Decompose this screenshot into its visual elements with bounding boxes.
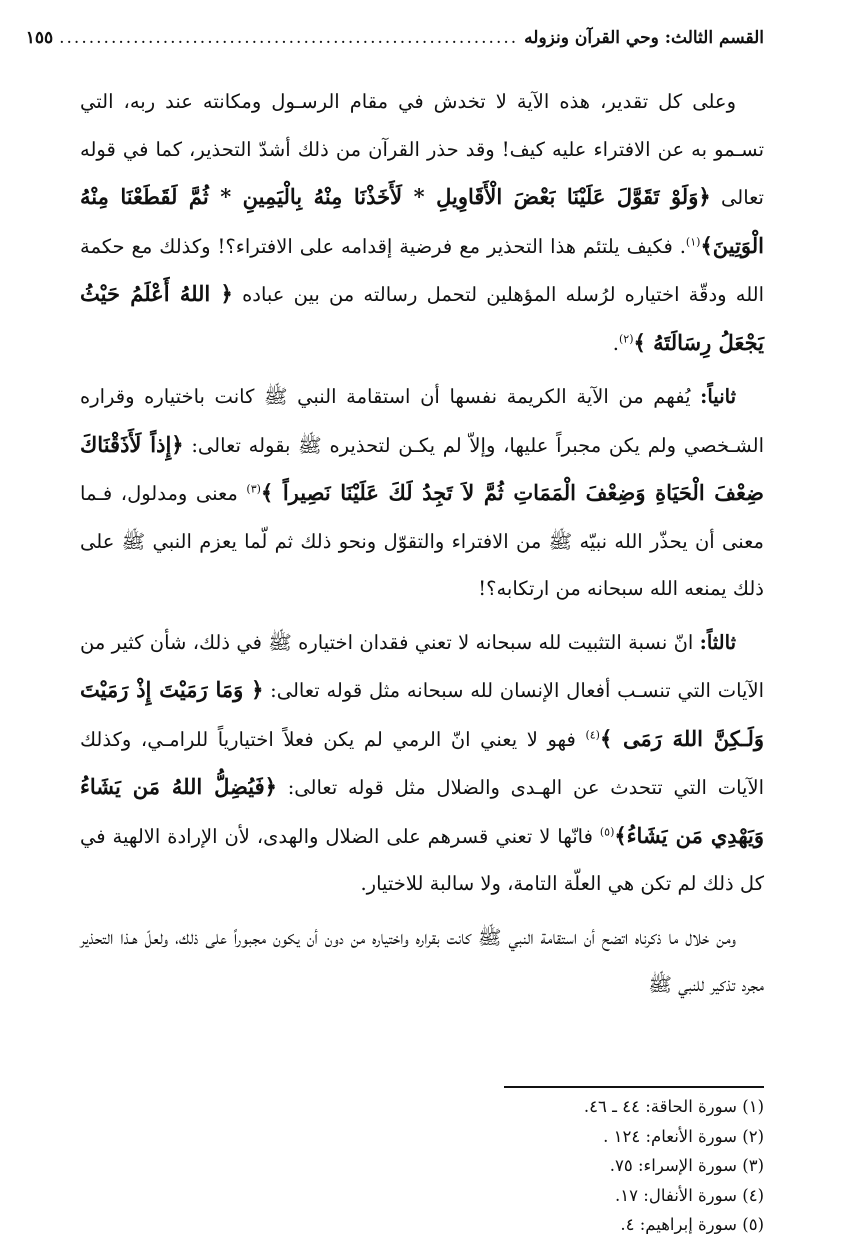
paragraph-1 (80, 78, 764, 367)
paragraph-text: معنى ومدلول، فـما معنى أن يحذّر الله نبيّه ﷺ من الافتراء والتقوّل ونحو ذلك ثم لّما يعزم النبي ﷺ على ذلك يمنعه الله سبحانه من ارتكابه؟! (80, 482, 764, 600)
paragraph-text: فانّها لا تعني قسرهم على الضلال والهدى، لأن الإرادة الالهية في كل ذلك لم تكن هي العلّة التامة، ولا سالبة للاختيار. (80, 824, 764, 895)
page-number: ١٥٥ (25, 28, 54, 48)
book-page (25, 28, 765, 1234)
paragraph-2 (80, 373, 764, 613)
header-dot-leader: .............................................................. (59, 28, 519, 48)
footnote-3: (٣) سورة الإسراء: ٧٥. (609, 1156, 764, 1175)
quran-verse: ﴿وَلَوْ تَقَوَّلَ عَلَيْنَا بَعْضَ الْأَقَاوِيلِ * لَأَخَذْنَا مِنْهُ بِالْيَمِينِ * ثُمَّ لَقَطَعْنَا مِنْهُ الْوَتِينَ﴾ (80, 184, 764, 258)
main-text (80, 78, 764, 1009)
footnote-ref-5[interactable]: (٥) (599, 825, 615, 838)
running-header-title: القسم الثالث: وحي القرآن ونزوله (524, 28, 764, 48)
footnotes (80, 1092, 764, 1240)
quran-verse: ﴿فَيُضِلُّ اللهُ مَن يَشَاءُ وَيَهْدِي مَن يَشَاءُ﴾ (80, 774, 764, 848)
paragraph-text: انّ نسبة التثبيت لله سبحانه لا تعني فقدان اختياره ﷺ في ذلك، شأن كثير من الآيات التي تنسـب أفعال الإنسان لله سبحانه مثل قوله تعالى: (80, 630, 764, 702)
footnote-ref-3[interactable]: (٣) (246, 482, 261, 496)
footnote-ref-2[interactable]: (٢) (618, 332, 634, 345)
paragraph-text: يُفهم من الآية الكريمة نفسها أن استقامة النبي ﷺ كانت باختياره وقراره الشـخصي ولم يكن مجبراً عليها، وإلاّ لم يكـن لتحذيره ﷺ بقوله تعالى: (80, 385, 765, 457)
footnote-4: (٤) سورة الأنفال: ١٧. (615, 1185, 764, 1205)
footnote-1: (١) سورة الحاقة: ٤٤ ـ ٤٦. (583, 1097, 764, 1116)
quran-verse: ﴿ وَمَا رَمَيْتَ إِذْ رَمَيْتَ وَلَـكِنَّ اللهَ رَمَى ﴾ (80, 677, 764, 751)
paragraph-text: . فكيف يلتئم هذا التحذير مع فرضية إقدامه على الافتراء؟! وكذلك مع حكمة الله ودقّة اختياره لرُسله المؤهلين لتحمل رسالته من بين عباده (80, 234, 765, 306)
footnote-ref-1[interactable]: (١) (685, 235, 701, 248)
paragraph-3 (80, 619, 764, 908)
paragraph-text: فهو لا يعني انّ الرمي لم يكن فعلاً اختيارياً للرامـي، وكذلك الآيات التي تتحدث عن الهـدى والضلال مثل قوله تعالى: (80, 727, 764, 799)
paragraph-lead: ثالثاً: (699, 630, 736, 654)
running-header (25, 28, 764, 60)
paragraph-text: . (612, 331, 619, 355)
footnote-ref-4[interactable]: (٤) (585, 728, 600, 741)
paragraph-text: ومن خلال ما ذكرناه اتضح أن استقامة النبي ﷺ كانت بقراره واختياره من دون أن يكون مجبوراً على ذلك، ولعلّ هـذا التحذير مجرد تذكير للنبي ﷺ (80, 925, 764, 996)
quran-verse: ﴿ اللهُ أَعْلَمُ حَيْثُ يَجْعَلُ رِسَالَتَهُ ﴾ (80, 281, 764, 355)
paragraph-4 (80, 914, 764, 1009)
footnote-separator (504, 1086, 764, 1088)
footnote-5: (٥) سورة إبراهيم: ٤. (620, 1215, 764, 1234)
quran-verse: ﴿إِذاً لَأَذَقْنَاكَ ضِعْفَ الْحَيَاةِ وَضِعْفَ الْمَمَاتِ ثُمَّ لاَ تَجِدُ لَكَ عَلَيْنَا نَصِيراً ﴾ (80, 431, 764, 505)
paragraph-text: وعلى كل تقدير، هذه الآية لا تخدش في مقام الرسـول ومكانته عند ربه، التي تسـمو به عن الافتراء عليه كيف! وقد حذر القرآن من ذلك أشدّ التحذير، كما في قوله تعالى (80, 90, 764, 209)
paragraph-lead: ثانياً: (700, 385, 736, 408)
footnote-2: (٢) سورة الأنعام: ١٢٤ . (603, 1126, 764, 1146)
